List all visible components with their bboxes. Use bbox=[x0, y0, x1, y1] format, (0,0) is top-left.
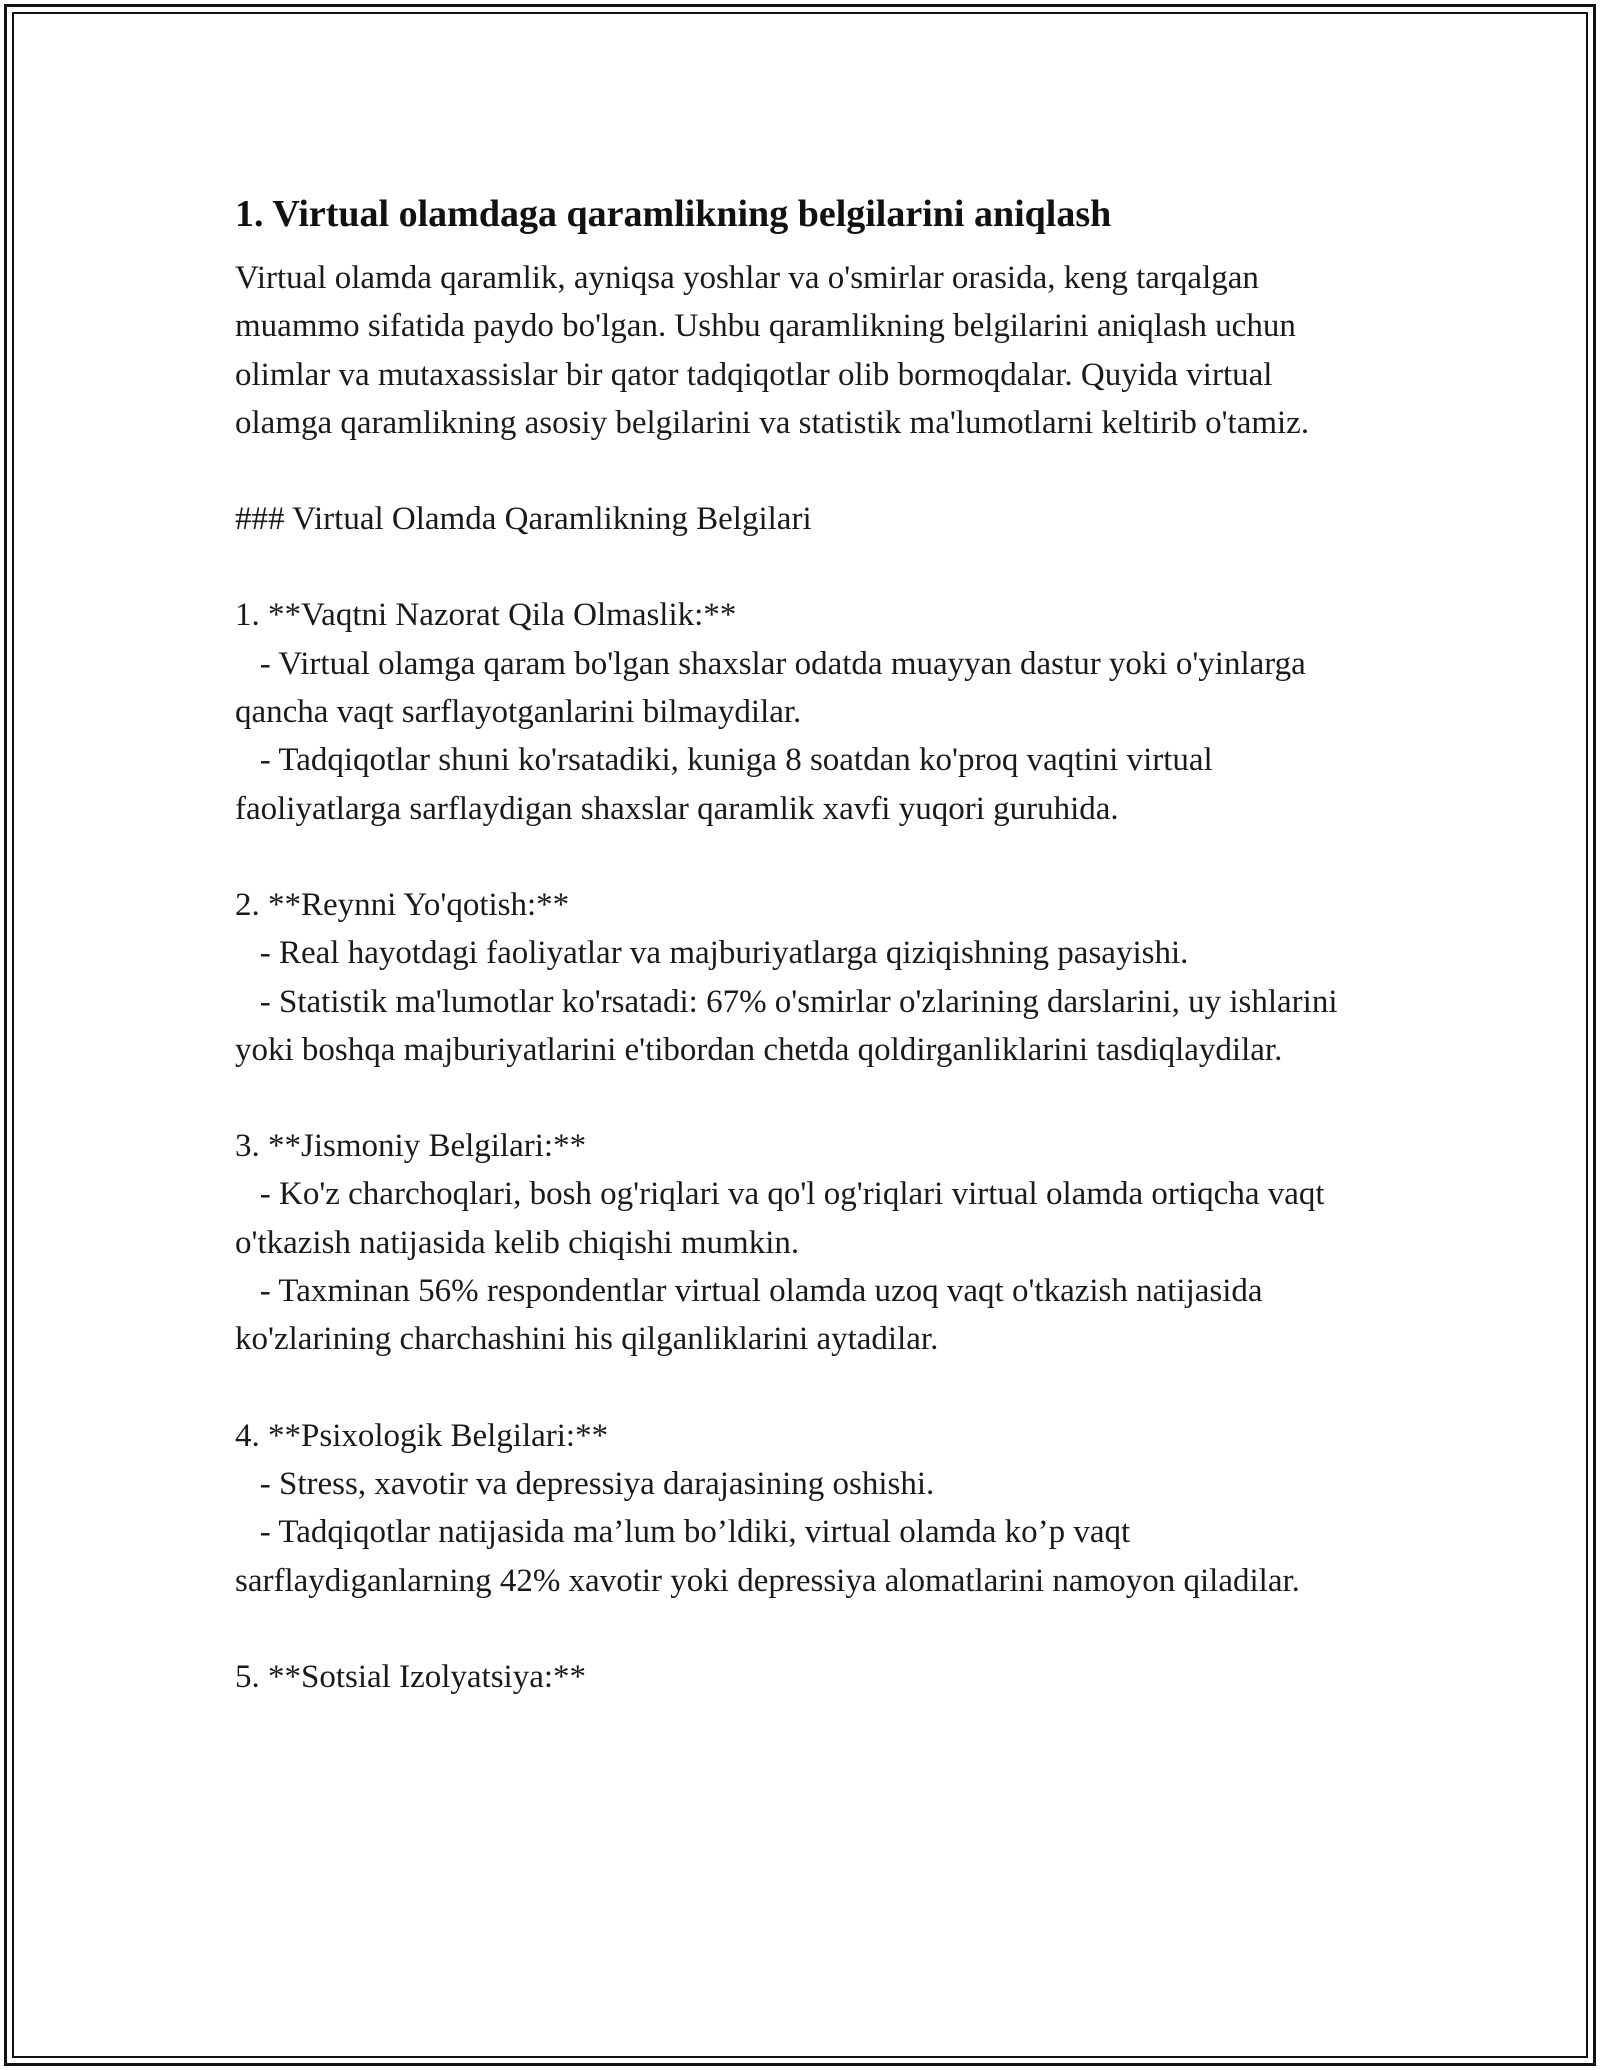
list-item-time-control bbox=[235, 591, 1375, 832]
intro-paragraph: Virtual olamda qaramlik, ayniqsa yoshlar va o'smirlar orasida, keng tarqalgan muammo sifatida paydo bo'lgan. Ushbu qaramlikning belgilarini aniqlash uchun olimlar va mutaxassislar bir qator tadqiqotlar olib bormoqdalar. Quyida virtual olamga qaramlikning asosiy belgilarini va statistik ma'lumotlarni keltirib o'tamiz. bbox=[235, 260, 1310, 441]
list-item-bullet: - Tadqiqotlar natijasida ma’lum bo’ldiki, virtual olamda ko’p vaqt sarflaydiganlarning 42% xavotir yoki depressiya alomatlarini namoyon qiladilar. bbox=[235, 1514, 1300, 1599]
list-item-physical-signs bbox=[235, 1122, 1375, 1363]
list-item-title: 1. **Vaqtni Nazorat Qila Olmaslik:** bbox=[235, 597, 737, 634]
list-item-title: 3. **Jismoniy Belgilari:** bbox=[235, 1128, 587, 1165]
list-item-bullet: - Stress, xavotir va depressiya darajasining oshishi. bbox=[235, 1465, 935, 1502]
list-item-bullet: - Real hayotdagi faoliyatlar va majburiyatlarga qiziqishning pasayishi. bbox=[235, 935, 1189, 972]
list-item-title: 4. **Psixologik Belgilari:** bbox=[235, 1417, 609, 1454]
list-item-psychological-signs bbox=[235, 1412, 1375, 1605]
document-title: 1. Virtual olamdaga qaramlikning belgilarini aniqlash bbox=[235, 193, 1112, 235]
list-item-title: 2. **Reynni Yo'qotish:** bbox=[235, 886, 570, 923]
document-body bbox=[235, 186, 1375, 1701]
list-item-social-isolation bbox=[235, 1653, 1375, 1701]
list-item-bullet: - Tadqiqotlar shuni ko'rsatadiki, kuniga 8 soatdan ko'proq vaqtini virtual faoliyatlarga sarflaydigan shaxslar qaramlik xavfi yuqori guruhida. bbox=[235, 742, 1221, 827]
list-item-losing-interest bbox=[235, 881, 1375, 1074]
section-subheading: ### Virtual Olamda Qaramlikning Belgilari bbox=[235, 501, 812, 538]
list-item-bullet: - Taxminan 56% respondentlar virtual olamda uzoq vaqt o'tkazish natijasida ko'zlarining charchashini his qilganliklarini aytadilar. bbox=[235, 1273, 1271, 1358]
list-item-bullet: - Virtual olamga qaram bo'lgan shaxslar odatda muayyan dastur yoki o'yinlarga qancha vaqt sarflayotganlarini bilmaydilar. bbox=[235, 645, 1315, 731]
list-item-bullet: - Ko'z charchoqlari, bosh og'riqlari va qo'l og'riqlari virtual olamda ortiqcha vaqt o'tkazish natijasida kelib chiqishi mumkin. bbox=[235, 1176, 1333, 1261]
list-item-title: 5. **Sotsial Izolyatsiya:** bbox=[235, 1658, 587, 1695]
list-item-bullet: - Statistik ma'lumotlar ko'rsatadi: 67% o'smirlar o'zlarining darslarini, uy ishlarini yoki boshqa majburiyatlarini e'tibordan chetda qoldirganliklarini tasdiqlaydilar. bbox=[235, 983, 1346, 1068]
